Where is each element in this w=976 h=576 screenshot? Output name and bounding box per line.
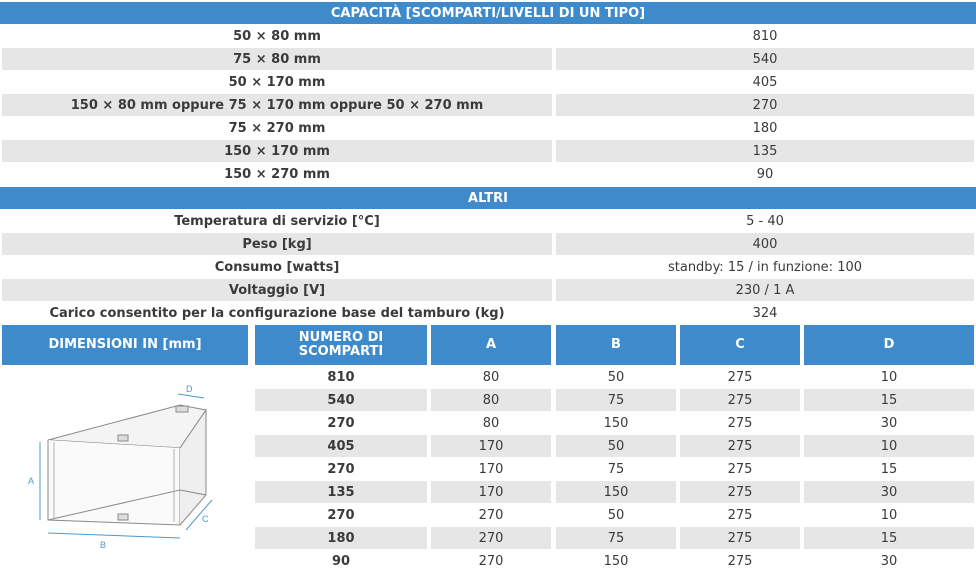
- dim-cell-c: 275: [727, 461, 753, 477]
- dim-cell-c: 275: [727, 507, 753, 523]
- capacity-label: 75 × 80 mm: [2, 48, 552, 70]
- dim-cell-numero: 270: [327, 415, 355, 431]
- diagram-label-d: D: [186, 384, 193, 394]
- dim-cell-c: 275: [727, 553, 753, 569]
- dim-cell-numero: 405: [255, 435, 427, 457]
- diagram-label-a: A: [28, 476, 35, 486]
- dim-cell-a: 80: [482, 369, 500, 385]
- capacity-value: 405: [752, 74, 778, 90]
- capacity-label: 50 × 80 mm: [233, 28, 321, 44]
- altri-value: 324: [752, 305, 778, 321]
- dim-cell-d: 15: [804, 389, 974, 411]
- dim-cell-b: 150: [603, 553, 629, 569]
- altri-row: [0, 233, 976, 255]
- diagram-label-c: C: [202, 514, 209, 524]
- capacity-row: [0, 163, 976, 185]
- capacity-row: [0, 48, 976, 70]
- altri-value: 400: [556, 233, 974, 255]
- dim-cell-c: 275: [680, 527, 800, 549]
- dim-cell-b: 150: [603, 415, 629, 431]
- capacity-label: 75 × 270 mm: [228, 120, 326, 136]
- dim-cell-d: 30: [880, 553, 898, 569]
- dim-cell-d: 10: [880, 369, 898, 385]
- altri-value: standby: 15 / in funzione: 100: [667, 259, 863, 275]
- capacity-label: 150 × 80 mm oppure 75 × 170 mm oppure 50 × 270 mm: [2, 94, 552, 116]
- dim-header-c: C: [680, 325, 800, 365]
- capacity-header: CAPACITÀ [SCOMPARTI/LIVELLI DI UN TIPO]: [0, 2, 976, 24]
- dim-cell-b: 75: [556, 527, 676, 549]
- altri-label: Peso [kg]: [2, 233, 552, 255]
- dim-header-a: A: [431, 325, 551, 365]
- capacity-value: 135: [556, 140, 974, 162]
- dim-cell-c: 275: [727, 369, 753, 385]
- capacity-label: 150 × 270 mm: [224, 166, 330, 182]
- capacity-row: [0, 94, 976, 116]
- dim-cell-d: 10: [880, 507, 898, 523]
- dim-cell-a: 270: [431, 527, 551, 549]
- dim-cell-numero: 270: [327, 461, 355, 477]
- dim-cell-numero: 135: [255, 481, 427, 503]
- altri-row: [0, 210, 976, 232]
- dim-cell-a: 270: [478, 507, 504, 523]
- altri-label: Voltaggio [V]: [2, 279, 552, 301]
- dim-cell-b: 50: [556, 435, 676, 457]
- altri-label: Temperatura di servizio [°C]: [174, 213, 380, 229]
- capacity-value: 180: [752, 120, 778, 136]
- capacity-value: 270: [556, 94, 974, 116]
- capacity-row: [0, 140, 976, 162]
- dim-cell-b: 75: [607, 461, 625, 477]
- dim-cell-c: 275: [680, 435, 800, 457]
- capacity-row: [0, 25, 976, 47]
- altri-label: Consumo [watts]: [214, 259, 340, 275]
- dimension-diagram: [8, 370, 248, 570]
- capacity-value: 90: [756, 166, 774, 182]
- dim-cell-numero: 540: [255, 389, 427, 411]
- dim-cell-d: 30: [880, 415, 898, 431]
- dim-cell-a: 80: [431, 389, 551, 411]
- dim-header-d: D: [804, 325, 974, 365]
- capacity-label: 50 × 170 mm: [228, 74, 326, 90]
- capacity-label: 150 × 170 mm: [2, 140, 552, 162]
- dim-cell-c: 275: [680, 481, 800, 503]
- capacity-value: 540: [556, 48, 974, 70]
- dim-cell-numero: 810: [327, 369, 355, 385]
- dim-cell-a: 170: [478, 461, 504, 477]
- altri-value: 5 - 40: [746, 213, 784, 229]
- altri-row: [0, 279, 976, 301]
- dim-header-dimensioni: DIMENSIONI IN [mm]: [2, 325, 248, 365]
- dim-cell-a: 170: [431, 435, 551, 457]
- dim-cell-numero: 90: [331, 553, 351, 569]
- dim-cell-d: 30: [804, 481, 974, 503]
- capacity-row: [0, 71, 976, 93]
- dim-cell-c: 275: [680, 389, 800, 411]
- dim-cell-numero: 180: [255, 527, 427, 549]
- dim-cell-a: 270: [478, 553, 504, 569]
- dim-cell-a: 170: [431, 481, 551, 503]
- dim-cell-b: 50: [607, 507, 625, 523]
- dim-header-b: B: [556, 325, 676, 365]
- dim-cell-a: 80: [482, 415, 500, 431]
- dim-cell-c: 275: [727, 415, 753, 431]
- capacity-value: 810: [752, 28, 778, 44]
- altri-header: ALTRI: [0, 187, 976, 209]
- altri-value: 230 / 1 A: [556, 279, 974, 301]
- altri-row: [0, 302, 976, 324]
- dim-cell-d: 10: [804, 435, 974, 457]
- capacity-row: [0, 117, 976, 139]
- dim-header-numero: NUMERO DI SCOMPARTI: [255, 325, 427, 365]
- altri-label: Carico consentito per la configurazione base del tamburo (kg): [49, 305, 505, 321]
- dim-cell-d: 15: [804, 527, 974, 549]
- diagram-label-b: B: [100, 540, 107, 550]
- altri-row: [0, 256, 976, 278]
- dim-cell-b: 150: [556, 481, 676, 503]
- dim-cell-numero: 270: [327, 507, 355, 523]
- dim-cell-b: 75: [556, 389, 676, 411]
- dim-cell-d: 15: [880, 461, 898, 477]
- dim-cell-b: 50: [607, 369, 625, 385]
